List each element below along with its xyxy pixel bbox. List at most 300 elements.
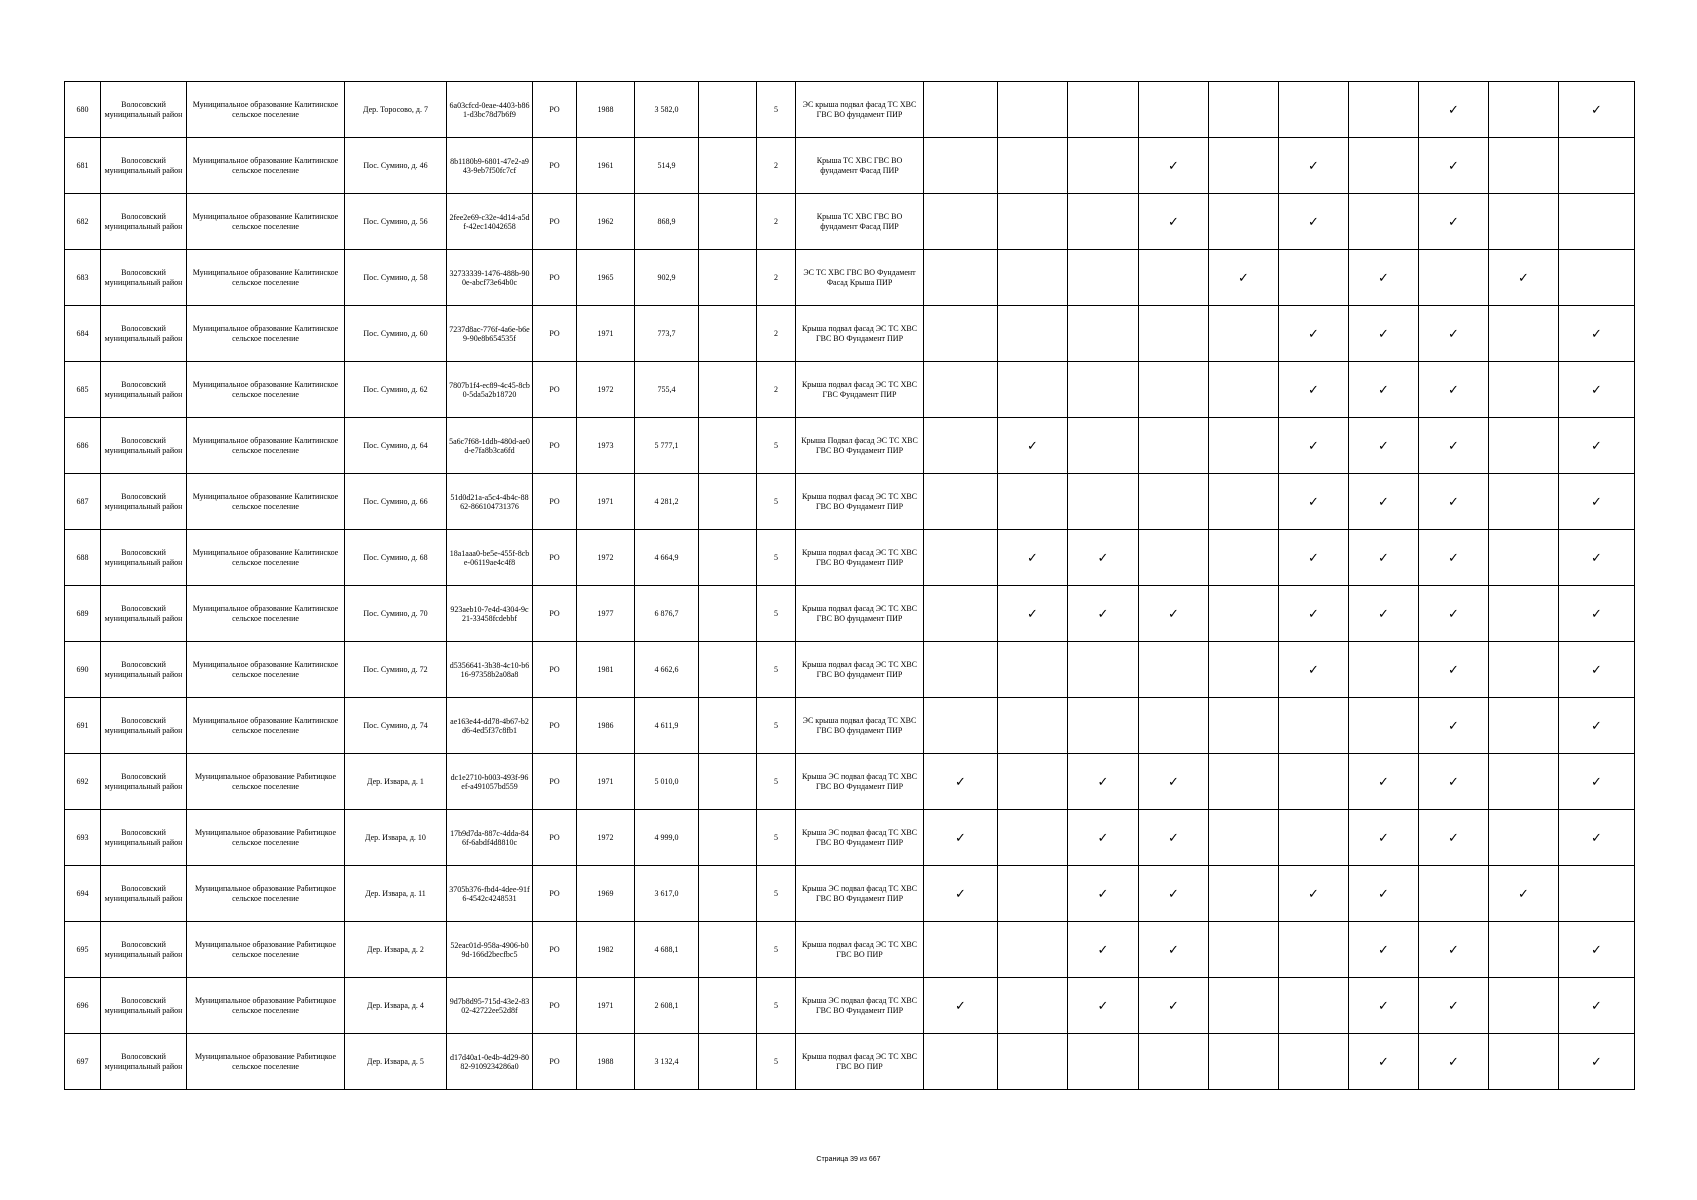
row-number-cell: 680 — [65, 82, 101, 138]
check-mark-cell: ✓ — [924, 810, 998, 866]
check-mark-cell: ✓ — [1419, 754, 1489, 810]
type-cell: РО — [533, 418, 577, 474]
empty-cell — [699, 138, 757, 194]
check-mark-cell — [1209, 1034, 1279, 1090]
district-cell: Волосовский муниципальный район — [101, 754, 187, 810]
type-cell: РО — [533, 138, 577, 194]
table-row — [65, 418, 1635, 474]
table-row — [65, 138, 1635, 194]
check-mark-cell: ✓ — [1349, 418, 1419, 474]
check-mark-cell — [1489, 754, 1559, 810]
check-mark-cell — [1419, 250, 1489, 306]
works-list-cell: Крыша подвал фасад ЭС ТС ХВС ГВС ВО Фундамент ПИР — [796, 530, 924, 586]
check-mark-cell — [998, 866, 1068, 922]
check-mark-cell: ✓ — [1419, 474, 1489, 530]
floors-cell: 5 — [757, 866, 796, 922]
type-cell: РО — [533, 698, 577, 754]
check-mark-cell — [1489, 698, 1559, 754]
check-mark-cell: ✓ — [1489, 866, 1559, 922]
check-mark-cell: ✓ — [1279, 642, 1349, 698]
year-cell: 1971 — [577, 306, 635, 362]
district-cell: Волосовский муниципальный район — [101, 698, 187, 754]
area-cell: 755,4 — [635, 362, 699, 418]
check-mark-cell — [1559, 866, 1635, 922]
district-cell: Волосовский муниципальный район — [101, 194, 187, 250]
table-row — [65, 586, 1635, 642]
check-mark-cell: ✓ — [1209, 250, 1279, 306]
house-id-cell: 51d0d21a-a5c4-4b4c-8862-866104731376 — [447, 474, 533, 530]
year-cell: 1972 — [577, 530, 635, 586]
empty-cell — [699, 418, 757, 474]
check-mark-cell — [1209, 978, 1279, 1034]
check-mark-cell — [1279, 1034, 1349, 1090]
table-row — [65, 82, 1635, 138]
district-cell: Волосовский муниципальный район — [101, 82, 187, 138]
check-mark-cell: ✓ — [1279, 418, 1349, 474]
year-cell: 1972 — [577, 810, 635, 866]
check-mark-cell — [1279, 250, 1349, 306]
check-mark-cell: ✓ — [1349, 530, 1419, 586]
address-cell: Пос. Сумино, д. 68 — [345, 530, 447, 586]
check-mark-cell — [998, 138, 1068, 194]
check-mark-cell: ✓ — [1279, 586, 1349, 642]
area-cell: 5 010,0 — [635, 754, 699, 810]
check-mark-cell: ✓ — [1419, 306, 1489, 362]
check-mark-cell: ✓ — [1279, 194, 1349, 250]
check-mark-cell: ✓ — [1419, 194, 1489, 250]
check-mark-cell — [998, 978, 1068, 1034]
floors-cell: 2 — [757, 250, 796, 306]
check-mark-cell: ✓ — [1349, 306, 1419, 362]
row-number-cell: 684 — [65, 306, 101, 362]
address-cell: Пос. Сумино, д. 72 — [345, 642, 447, 698]
check-mark-cell — [998, 810, 1068, 866]
page-footer: Страница 39 из 667 — [816, 1156, 881, 1163]
house-id-cell: 6a03cfcd-0eae-4403-b861-d3bc78d7b6f9 — [447, 82, 533, 138]
row-number-cell: 697 — [65, 1034, 101, 1090]
check-mark-cell — [1209, 82, 1279, 138]
check-mark-cell — [1489, 418, 1559, 474]
table-row — [65, 754, 1635, 810]
works-list-cell: Крыша подвал фасад ЭС ТС ХВС ГВС ВО ПИР — [796, 1034, 924, 1090]
house-id-cell: 17b9d7da-887c-4dda-846f-6abdf4d8810c — [447, 810, 533, 866]
table-row — [65, 362, 1635, 418]
check-mark-cell — [1209, 754, 1279, 810]
type-cell: РО — [533, 306, 577, 362]
type-cell: РО — [533, 754, 577, 810]
empty-cell — [699, 306, 757, 362]
works-list-cell: Крыша подвал фасад ЭС ТС ХВС ГВС ВО фундамент ПИР — [796, 642, 924, 698]
check-mark-cell — [998, 362, 1068, 418]
check-mark-cell — [1489, 1034, 1559, 1090]
works-list-cell: Крыша подвал фасад ЭС ТС ХВС ГВС ВО ПИР — [796, 922, 924, 978]
check-mark-cell — [1139, 362, 1209, 418]
district-cell: Волосовский муниципальный район — [101, 306, 187, 362]
check-mark-cell — [1139, 642, 1209, 698]
check-mark-cell: ✓ — [1279, 866, 1349, 922]
check-mark-cell — [924, 586, 998, 642]
year-cell: 1965 — [577, 250, 635, 306]
check-mark-cell — [1209, 194, 1279, 250]
works-list-cell: Крыша ТС ХВС ГВС ВО фундамент Фасад ПИР — [796, 194, 924, 250]
floors-cell: 5 — [757, 978, 796, 1034]
floors-cell: 2 — [757, 362, 796, 418]
check-mark-cell: ✓ — [1068, 866, 1139, 922]
area-cell: 902,9 — [635, 250, 699, 306]
check-mark-cell — [924, 82, 998, 138]
check-mark-cell: ✓ — [1139, 866, 1209, 922]
check-mark-cell — [924, 194, 998, 250]
row-number-cell: 683 — [65, 250, 101, 306]
address-cell: Дер. Торосово, д. 7 — [345, 82, 447, 138]
check-mark-cell — [1068, 138, 1139, 194]
check-mark-cell: ✓ — [1559, 418, 1635, 474]
address-cell: Пос. Сумино, д. 62 — [345, 362, 447, 418]
row-number-cell: 694 — [65, 866, 101, 922]
check-mark-cell: ✓ — [1139, 754, 1209, 810]
check-mark-cell — [1209, 866, 1279, 922]
check-mark-cell — [1068, 250, 1139, 306]
area-cell: 4 999,0 — [635, 810, 699, 866]
table-row — [65, 922, 1635, 978]
address-cell: Дер. Извара, д. 1 — [345, 754, 447, 810]
district-cell: Волосовский муниципальный район — [101, 978, 187, 1034]
municipality-cell: Муниципальное образование Рабитицкое сельское поселение — [187, 922, 345, 978]
year-cell: 1981 — [577, 642, 635, 698]
house-id-cell: 2fee2e69-c32e-4d14-a5df-42ec14042658 — [447, 194, 533, 250]
check-mark-cell — [1139, 474, 1209, 530]
check-mark-cell — [1279, 978, 1349, 1034]
row-number-cell: 692 — [65, 754, 101, 810]
year-cell: 1971 — [577, 754, 635, 810]
table-row — [65, 530, 1635, 586]
check-mark-cell — [924, 1034, 998, 1090]
floors-cell: 5 — [757, 810, 796, 866]
check-mark-cell: ✓ — [1279, 306, 1349, 362]
works-list-cell: Крыша подвал фасад ЭС ТС ХВС ГВС Фундамент ПИР — [796, 362, 924, 418]
check-mark-cell — [1068, 642, 1139, 698]
district-cell: Волосовский муниципальный район — [101, 250, 187, 306]
municipality-cell: Муниципальное образование Калитинское сельское поселение — [187, 474, 345, 530]
type-cell: РО — [533, 810, 577, 866]
area-cell: 3 132,4 — [635, 1034, 699, 1090]
floors-cell: 5 — [757, 474, 796, 530]
table-body — [65, 82, 1635, 1090]
district-cell: Волосовский муниципальный район — [101, 138, 187, 194]
check-mark-cell — [1209, 474, 1279, 530]
check-mark-cell — [1068, 698, 1139, 754]
floors-cell: 5 — [757, 82, 796, 138]
works-list-cell: Крыша ЭС подвал фасад ТС ХВС ГВС ВО Фундамент ПИР — [796, 866, 924, 922]
check-mark-cell — [1489, 362, 1559, 418]
district-cell: Волосовский муниципальный район — [101, 1034, 187, 1090]
works-list-cell: Крыша ЭС подвал фасад ТС ХВС ГВС ВО Фундамент ПИР — [796, 754, 924, 810]
empty-cell — [699, 362, 757, 418]
year-cell: 1969 — [577, 866, 635, 922]
address-cell: Дер. Извара, д. 11 — [345, 866, 447, 922]
address-cell: Пос. Сумино, д. 56 — [345, 194, 447, 250]
check-mark-cell — [998, 754, 1068, 810]
check-mark-cell: ✓ — [1279, 362, 1349, 418]
check-mark-cell — [1209, 922, 1279, 978]
check-mark-cell — [1489, 82, 1559, 138]
works-list-cell: Крыша подвал фасад ЭС ТС ХВС ГВС ВО фундамент ПИР — [796, 586, 924, 642]
year-cell: 1973 — [577, 418, 635, 474]
row-number-cell: 688 — [65, 530, 101, 586]
type-cell: РО — [533, 1034, 577, 1090]
address-cell: Пос. Сумино, д. 66 — [345, 474, 447, 530]
house-id-cell: ae163e44-dd78-4b67-b2d6-4ed5f37c8fb1 — [447, 698, 533, 754]
check-mark-cell — [1489, 642, 1559, 698]
check-mark-cell — [1068, 306, 1139, 362]
check-mark-cell — [1489, 194, 1559, 250]
check-mark-cell — [1139, 530, 1209, 586]
check-mark-cell — [1279, 810, 1349, 866]
check-mark-cell: ✓ — [1349, 474, 1419, 530]
check-mark-cell — [998, 306, 1068, 362]
empty-cell — [699, 866, 757, 922]
check-mark-cell: ✓ — [924, 754, 998, 810]
check-mark-cell: ✓ — [1559, 1034, 1635, 1090]
district-cell: Волосовский муниципальный район — [101, 474, 187, 530]
row-number-cell: 681 — [65, 138, 101, 194]
check-mark-cell: ✓ — [924, 978, 998, 1034]
check-mark-cell — [1068, 82, 1139, 138]
address-cell: Дер. Извара, д. 2 — [345, 922, 447, 978]
check-mark-cell — [1139, 698, 1209, 754]
check-mark-cell — [1068, 418, 1139, 474]
check-mark-cell: ✓ — [1349, 922, 1419, 978]
check-mark-cell: ✓ — [1559, 698, 1635, 754]
check-mark-cell — [1209, 138, 1279, 194]
row-number-cell: 693 — [65, 810, 101, 866]
municipality-cell: Муниципальное образование Калитинское сельское поселение — [187, 530, 345, 586]
check-mark-cell: ✓ — [1559, 754, 1635, 810]
empty-cell — [699, 82, 757, 138]
floors-cell: 2 — [757, 306, 796, 362]
check-mark-cell — [1209, 586, 1279, 642]
check-mark-cell: ✓ — [1419, 810, 1489, 866]
type-cell: РО — [533, 586, 577, 642]
check-mark-cell: ✓ — [1139, 194, 1209, 250]
house-id-cell: 7807b1f4-ec89-4c45-8cb0-5da5a2b18720 — [447, 362, 533, 418]
municipality-cell: Муниципальное образование Калитинское сельское поселение — [187, 418, 345, 474]
year-cell: 1988 — [577, 82, 635, 138]
municipality-cell: Муниципальное образование Рабитицкое сельское поселение — [187, 866, 345, 922]
address-cell: Дер. Извара, д. 4 — [345, 978, 447, 1034]
row-number-cell: 691 — [65, 698, 101, 754]
check-mark-cell: ✓ — [1559, 978, 1635, 1034]
check-mark-cell — [1489, 530, 1559, 586]
check-mark-cell — [1489, 922, 1559, 978]
district-cell: Волосовский муниципальный район — [101, 866, 187, 922]
house-id-cell: 7237d8ac-776f-4a6e-b6e9-90e8b654535f — [447, 306, 533, 362]
year-cell: 1986 — [577, 698, 635, 754]
check-mark-cell: ✓ — [1349, 1034, 1419, 1090]
check-mark-cell — [924, 306, 998, 362]
check-mark-cell — [1209, 306, 1279, 362]
check-mark-cell — [1279, 922, 1349, 978]
check-mark-cell — [924, 474, 998, 530]
table-row — [65, 1034, 1635, 1090]
empty-cell — [699, 474, 757, 530]
municipality-cell: Муниципальное образование Рабитицкое сельское поселение — [187, 978, 345, 1034]
area-cell: 2 608,1 — [635, 978, 699, 1034]
check-mark-cell: ✓ — [1349, 586, 1419, 642]
check-mark-cell: ✓ — [1419, 698, 1489, 754]
year-cell: 1972 — [577, 362, 635, 418]
house-id-cell: 32733339-1476-488b-900e-abcf73e64b0c — [447, 250, 533, 306]
house-id-cell: d17d40a1-0e4b-4d29-8082-9109234286a0 — [447, 1034, 533, 1090]
area-cell: 773,7 — [635, 306, 699, 362]
empty-cell — [699, 754, 757, 810]
check-mark-cell: ✓ — [1068, 810, 1139, 866]
check-mark-cell: ✓ — [998, 418, 1068, 474]
check-mark-cell: ✓ — [1279, 530, 1349, 586]
check-mark-cell — [924, 418, 998, 474]
check-mark-cell — [1559, 194, 1635, 250]
year-cell: 1961 — [577, 138, 635, 194]
floors-cell: 2 — [757, 194, 796, 250]
check-mark-cell: ✓ — [1139, 810, 1209, 866]
area-cell: 4 281,2 — [635, 474, 699, 530]
area-cell: 868,9 — [635, 194, 699, 250]
check-mark-cell — [1559, 138, 1635, 194]
year-cell: 1982 — [577, 922, 635, 978]
check-mark-cell: ✓ — [1068, 754, 1139, 810]
check-mark-cell: ✓ — [1559, 82, 1635, 138]
district-cell: Волосовский муниципальный район — [101, 586, 187, 642]
check-mark-cell: ✓ — [1489, 250, 1559, 306]
area-cell: 3 617,0 — [635, 866, 699, 922]
check-mark-cell: ✓ — [1559, 642, 1635, 698]
check-mark-cell — [998, 250, 1068, 306]
area-cell: 4 664,9 — [635, 530, 699, 586]
check-mark-cell: ✓ — [1419, 138, 1489, 194]
municipality-cell: Муниципальное образование Калитинское сельское поселение — [187, 698, 345, 754]
check-mark-cell — [1489, 474, 1559, 530]
empty-cell — [699, 250, 757, 306]
check-mark-cell — [1209, 698, 1279, 754]
check-mark-cell: ✓ — [1139, 978, 1209, 1034]
table-row — [65, 250, 1635, 306]
empty-cell — [699, 642, 757, 698]
check-mark-cell — [1419, 866, 1489, 922]
works-list-cell: Крыша подвал фасад ЭС ТС ХВС ГВС ВО Фундамент ПИР — [796, 474, 924, 530]
empty-cell — [699, 922, 757, 978]
works-list-cell: ЭС крыша подвал фасад ТС ХВС ГВС ВО фундамент ПИР — [796, 698, 924, 754]
check-mark-cell — [1139, 1034, 1209, 1090]
check-mark-cell — [1279, 698, 1349, 754]
check-mark-cell: ✓ — [1068, 978, 1139, 1034]
empty-cell — [699, 810, 757, 866]
check-mark-cell — [1068, 194, 1139, 250]
works-list-cell: Крыша ЭС подвал фасад ТС ХВС ГВС ВО Фундамент ПИР — [796, 978, 924, 1034]
works-list-cell: ЭС крыша подвал фасад ТС ХВС ГВС ВО фундамент ПИР — [796, 82, 924, 138]
floors-cell: 5 — [757, 698, 796, 754]
area-cell: 4 662,6 — [635, 642, 699, 698]
house-id-cell: dc1e2710-b003-493f-96ef-a491057bd559 — [447, 754, 533, 810]
address-cell: Пос. Сумино, д. 64 — [345, 418, 447, 474]
check-mark-cell: ✓ — [1419, 362, 1489, 418]
empty-cell — [699, 1034, 757, 1090]
check-mark-cell — [924, 698, 998, 754]
works-list-cell: Крыша подвал фасад ЭС ТС ХВС ГВС ВО Фундамент ПИР — [796, 306, 924, 362]
check-mark-cell — [924, 362, 998, 418]
check-mark-cell — [1489, 138, 1559, 194]
check-mark-cell: ✓ — [1559, 810, 1635, 866]
house-id-cell: 5a6c7f68-1ddb-480d-ae0d-e7fa8b3ca6fd — [447, 418, 533, 474]
empty-cell — [699, 586, 757, 642]
floors-cell: 2 — [757, 138, 796, 194]
check-mark-cell: ✓ — [1559, 586, 1635, 642]
floors-cell: 5 — [757, 1034, 796, 1090]
row-number-cell: 682 — [65, 194, 101, 250]
check-mark-cell — [1489, 586, 1559, 642]
check-mark-cell — [1139, 82, 1209, 138]
check-mark-cell — [998, 642, 1068, 698]
register-table — [64, 81, 1635, 1090]
municipality-cell: Муниципальное образование Калитинское сельское поселение — [187, 82, 345, 138]
check-mark-cell: ✓ — [1419, 586, 1489, 642]
check-mark-cell: ✓ — [1559, 530, 1635, 586]
house-id-cell: 9d7b8d95-715d-43e2-8302-42722ee52d8f — [447, 978, 533, 1034]
municipality-cell: Муниципальное образование Рабитицкое сельское поселение — [187, 754, 345, 810]
check-mark-cell — [1209, 642, 1279, 698]
check-mark-cell: ✓ — [1559, 474, 1635, 530]
check-mark-cell — [998, 922, 1068, 978]
type-cell: РО — [533, 530, 577, 586]
check-mark-cell — [1349, 698, 1419, 754]
check-mark-cell: ✓ — [1279, 474, 1349, 530]
municipality-cell: Муниципальное образование Рабитицкое сельское поселение — [187, 1034, 345, 1090]
check-mark-cell: ✓ — [1139, 586, 1209, 642]
check-mark-cell: ✓ — [1349, 362, 1419, 418]
district-cell: Волосовский муниципальный район — [101, 922, 187, 978]
table-row — [65, 978, 1635, 1034]
table-row — [65, 810, 1635, 866]
check-mark-cell: ✓ — [1068, 922, 1139, 978]
check-mark-cell — [1209, 810, 1279, 866]
check-mark-cell — [1068, 474, 1139, 530]
check-mark-cell — [998, 82, 1068, 138]
check-mark-cell — [924, 922, 998, 978]
check-mark-cell: ✓ — [1068, 530, 1139, 586]
year-cell: 1977 — [577, 586, 635, 642]
address-cell: Пос. Сумино, д. 74 — [345, 698, 447, 754]
check-mark-cell — [1139, 250, 1209, 306]
check-mark-cell — [1489, 978, 1559, 1034]
address-cell: Дер. Извара, д. 5 — [345, 1034, 447, 1090]
check-mark-cell — [924, 250, 998, 306]
check-mark-cell — [1489, 306, 1559, 362]
floors-cell: 5 — [757, 530, 796, 586]
house-id-cell: 8b1180b9-6801-47e2-a943-9eb7f50fc7cf — [447, 138, 533, 194]
year-cell: 1988 — [577, 1034, 635, 1090]
type-cell: РО — [533, 922, 577, 978]
check-mark-cell — [924, 642, 998, 698]
check-mark-cell: ✓ — [1419, 922, 1489, 978]
floors-cell: 5 — [757, 586, 796, 642]
area-cell: 4 611,9 — [635, 698, 699, 754]
check-mark-cell — [998, 474, 1068, 530]
check-mark-cell: ✓ — [1068, 586, 1139, 642]
house-id-cell: 923aeb10-7e4d-4304-9c21-33458fcdebbf — [447, 586, 533, 642]
check-mark-cell: ✓ — [1419, 642, 1489, 698]
table-row — [65, 474, 1635, 530]
check-mark-cell — [1068, 362, 1139, 418]
floors-cell: 5 — [757, 754, 796, 810]
